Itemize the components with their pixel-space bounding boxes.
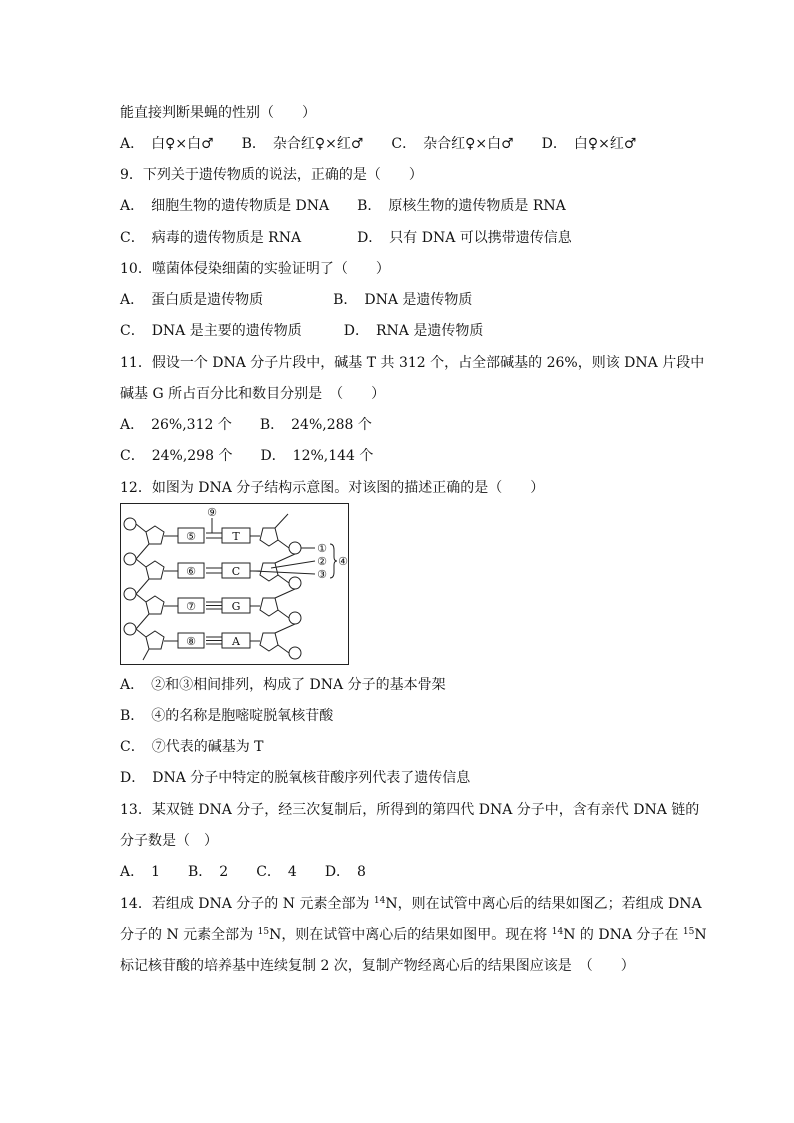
phosphate-left-2 xyxy=(124,553,136,565)
q12-option-b: B． ④的名称是胞嘧啶脱氧核苷酸 xyxy=(120,708,334,724)
phosphate-right-1 xyxy=(289,542,301,554)
phosphate-right-4 xyxy=(289,647,301,659)
q12-option-d: D． DNA 分子中特定的脱氧核苷酸序列代表了遗传信息 xyxy=(120,770,471,786)
label-7: ⑦ xyxy=(186,600,196,613)
q10-option-cd: C． DNA 是主要的遗传物质 D． RNA 是遗传物质 xyxy=(120,323,484,339)
sugar-left-3 xyxy=(146,596,164,614)
label-1: ① xyxy=(317,542,327,555)
q14-text: N 的 DNA 分子在 xyxy=(563,927,683,943)
label-5: ⑤ xyxy=(186,530,196,543)
label-9: ⑨ xyxy=(207,506,217,519)
q13-stem: 13．某双链 DNA 分子，经三次复制后，所得到的第四代 DNA 分子中，含有亲代 DNA 链的 xyxy=(120,802,700,818)
label-6: ⑥ xyxy=(186,565,196,578)
hydrogen-bond-3 xyxy=(206,602,222,609)
phosphate-left-3 xyxy=(124,588,136,600)
q12-option-a: A． ②和③相间排列，构成了 DNA 分子的基本骨架 xyxy=(120,677,446,693)
q11-option-ab: A． 26%,312 个 B． 24%,288 个 xyxy=(120,417,372,433)
sugar-left-2 xyxy=(146,561,164,579)
brace xyxy=(330,544,337,578)
superscript: 15 xyxy=(682,927,695,937)
q14-text: 14．若组成 DNA 分子的 N 元素全部为 xyxy=(120,896,374,912)
label-4: ④ xyxy=(338,555,348,568)
q9-option-ab: A． 细胞生物的遗传物质是 DNA B． 原核生物的遗传物质是 RNA xyxy=(120,198,566,214)
q14-stem-line-1 xyxy=(120,895,702,913)
superscript: 14 xyxy=(373,896,386,906)
q13-options: A． 1 B． 2 C． 4 D． 8 xyxy=(120,864,366,880)
superscript: 14 xyxy=(551,927,564,937)
hydrogen-bond-4 xyxy=(206,637,222,644)
line-2: A． 白♀×白♂ B． 杂合红♀×红♂ C． 杂合红♀×白♂ D． 白♀×红♂ xyxy=(120,136,637,152)
q14-text: N xyxy=(694,927,707,943)
q11-stem: 11．假设一个 DNA 分子片段中，碱基 T 共 312 个，占全部碱基的 26%，则该 DNA 片段中 xyxy=(120,355,705,371)
q12-option-c: C． ⑦代表的碱基为 T xyxy=(120,739,264,755)
sugar-right-3 xyxy=(260,598,278,616)
q13-stem-cont: 分子数是（ ） xyxy=(120,833,218,849)
sugar-right-1 xyxy=(260,528,278,546)
q10-stem: 10．噬菌体侵染细菌的实验证明了（ ） xyxy=(120,261,390,277)
phosphate-left-1 xyxy=(124,518,136,530)
q14-stem-line-3: 标记核苷酸的培养基中连续复制 2 次，复制产物经离心后的结果图应该是 （ ） xyxy=(120,958,635,974)
label-3: ③ xyxy=(317,568,327,581)
q11-option-cd: C． 24%,298 个 D． 12%,144 个 xyxy=(120,448,374,464)
base-C: C xyxy=(231,565,241,578)
line-1: 能直接判断果蝇的性别（ ） xyxy=(120,105,316,121)
sugar-left-4 xyxy=(146,631,164,649)
q9-stem: 9．下列关于遗传物质的说法，正确的是（ ） xyxy=(120,167,423,183)
sugar-left-1 xyxy=(146,526,164,544)
base-T: T xyxy=(232,530,240,543)
sugar-right-4 xyxy=(260,633,278,651)
q14-stem-line-2 xyxy=(120,926,707,944)
q11-stem-cont: 碱基 G 所占百分比和数目分别是 （ ） xyxy=(120,386,386,402)
q14-text: N，则在试管中离心后的结果如图乙；若组成 DNA xyxy=(385,896,702,912)
dna-structure-diagram xyxy=(120,503,349,665)
superscript: 15 xyxy=(257,927,270,937)
hydrogen-bond-2 xyxy=(206,568,222,573)
phosphate-left-4 xyxy=(124,623,136,635)
base-A: A xyxy=(232,635,240,648)
phosphate-right-3 xyxy=(289,612,301,624)
label-2: ② xyxy=(317,555,327,568)
q14-text: 分子的 N 元素全部为 xyxy=(120,927,258,943)
q9-option-cd: C． 病毒的遗传物质是 RNA D． 只有 DNA 可以携带遗传信息 xyxy=(120,230,572,246)
q10-option-ab: A． 蛋白质是遗传物质 B． DNA 是遗传物质 xyxy=(120,292,473,308)
hydrogen-bond-1 xyxy=(206,533,222,538)
base-G: G xyxy=(231,600,241,613)
phosphate-right-2 xyxy=(289,577,301,589)
label-8: ⑧ xyxy=(186,635,196,648)
q14-text: N，则在试管中离心后的结果如图甲。现在将 xyxy=(269,927,552,943)
q12-stem: 12．如图为 DNA 分子结构示意图。对该图的描述正确的是（ ） xyxy=(120,480,545,496)
